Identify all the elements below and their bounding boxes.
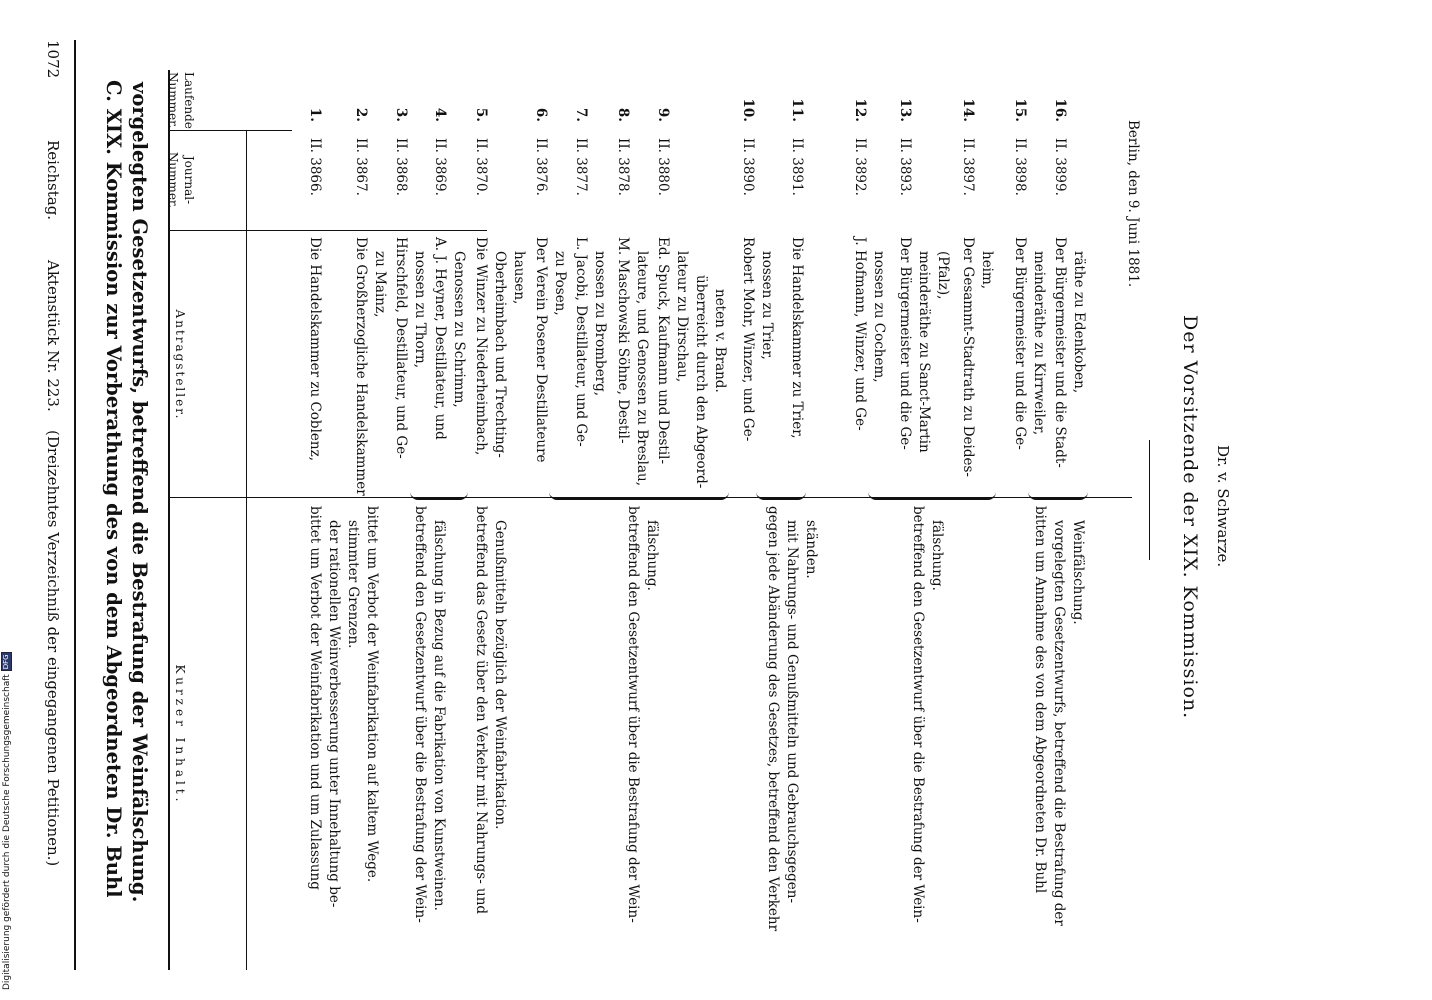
credit-line [0, 600, 14, 990]
row-1-lfd: 1. [307, 107, 323, 122]
col-head-journal-1: Journal- [182, 155, 196, 205]
row-5-petitioner-line3: hausen, [511, 251, 527, 305]
content-8-line2: vorgelegten Gesetzentwurfs, betreffend die Bestrafung der [1051, 520, 1067, 926]
row-9-lfd: 9. [655, 107, 671, 122]
row-14-journal: II. 3897. [960, 138, 976, 196]
row-6-petitioner-line2: zu Posen, [552, 251, 568, 316]
row-16-lfd: 16. [1052, 98, 1068, 122]
row-2-petitioner-line1: Die Großherzogliche Handelskammer [353, 237, 369, 496]
row-11-journal: II. 3891. [789, 138, 805, 196]
header-rule [74, 40, 76, 970]
row-9-petitioner-line3: überreicht durch den Abgeord- [693, 275, 709, 489]
content-1-line2: der rationellen Weinverbesserung unter Innehaltung be- [326, 520, 342, 908]
row-16-petitioner-line2: räthe zu Edenkoben, [1071, 251, 1087, 394]
row-9-petitioner-line2: lateur zu Dirschau, [674, 251, 690, 383]
row-10-lfd: 10. [740, 98, 756, 122]
running-head-document: Aktenstück Nr. 223. [44, 260, 62, 412]
content-6-line2: mit Nahrungs- und Genußmitteln und Gebrauchsgegen- [784, 520, 800, 904]
row-13-petitioner-line1: Der Bürgermeister und die Ge- [897, 237, 913, 450]
col-head-petitioner: Antragsteller. [173, 309, 187, 421]
content-6-line3: ständen. [803, 520, 819, 579]
row-6-petitioner-line1: Der Verein Posener Destillateure [533, 237, 549, 463]
row-16-petitioner-line1: Der Bürgermeister und die Stadt- [1052, 237, 1068, 468]
row-1-petitioner-line1: Die Handelskammer zu Coblenz, [307, 237, 323, 461]
row-6-lfd: 6. [533, 107, 549, 122]
dfg-logo: DFG [2, 654, 10, 670]
row-4-journal: II. 3869. [432, 138, 448, 196]
row-13-petitioner-line3: (Pfalz), [935, 251, 951, 300]
content-8-line1: bitten um Annahme des von dem Abgeordneten Dr. Buhl [1032, 506, 1048, 894]
col-head-content: Kurzer Inhalt. [173, 664, 187, 806]
row-13-lfd: 13. [897, 98, 913, 122]
content-6-line1: gegen jede Abänderung des Gesetzes, betreffend den Verkehr [765, 506, 781, 932]
row-9-journal: II. 3880. [655, 138, 671, 196]
row-5-lfd: 5. [473, 107, 489, 122]
row-3-journal: II. 3868. [393, 138, 409, 196]
row-12-petitioner-line2: nossen zu Cochem, [871, 251, 887, 383]
brace-rows-10-11 [756, 488, 806, 500]
row-14-petitioner-line2: heim, [979, 251, 995, 290]
row-7-petitioner-line2: nossen zu Bromberg, [592, 251, 608, 397]
content-7-line2: fälschung. [929, 520, 945, 591]
credit-text: Digitalisierung gefördert durch die Deutsche Forschungsgemeinschaft [2, 674, 12, 990]
row-8-petitioner-line2: lateure, und Genossen zu Breslau, [634, 251, 650, 486]
row-5-petitioner-line2: Oberheimbach und Trechting- [492, 251, 508, 458]
row-3-petitioner-line2: nossen zu Thorn, [412, 251, 428, 369]
brace-rows-15-16 [1028, 488, 1088, 500]
column-divider-lfd [170, 130, 292, 131]
running-head-parliament: Reichstag. [44, 140, 62, 221]
row-11-lfd: 11. [789, 98, 805, 122]
content-5-line2: fälschung. [644, 520, 660, 591]
running-head-section: (Dreizehntes Verzeichniß der eingegangenen Petitionen.) [44, 430, 62, 867]
row-8-lfd: 8. [615, 107, 631, 122]
row-4-petitioner-line1: A. J. Heyner, Destillateur, und [432, 237, 448, 440]
row-13-petitioner-line2: meinderäthe zu Sanct-Martin [916, 251, 932, 453]
row-10-journal: II. 3890. [740, 138, 756, 196]
row-2-lfd: 2. [353, 107, 369, 122]
row-8-journal: II. 3878. [615, 138, 631, 196]
row-10-petitioner-line2: nossen zu Trier, [759, 251, 775, 360]
col-head-lfd-2: Nummer. [166, 72, 180, 129]
content-8-line3: Weinfälschung. [1070, 520, 1086, 625]
row-3-petitioner-line1: Hirschfeld, Destillateur, und Ge- [393, 237, 409, 459]
signature-rule [1149, 440, 1150, 560]
content-1-line1: bittet um Verbot der Weinfabrikation und um Zulassung [307, 506, 323, 890]
row-12-petitioner-line1: J. Hofmann, Winzer, und Ge- [852, 237, 868, 431]
row-3-lfd: 3. [393, 107, 409, 122]
brace-rows-12-14 [868, 488, 996, 500]
brace-rows-3-4 [410, 488, 468, 500]
row-1-journal: II. 3866. [307, 138, 323, 196]
row-9-petitioner-line4: neten v. Brand. [712, 289, 728, 393]
row-15-lfd: 15. [1012, 98, 1028, 122]
row-11-petitioner-line1: Die Handelskammer zu Trier, [789, 237, 805, 439]
row-12-journal: II. 3892. [852, 138, 868, 196]
digitization-credit [0, 600, 14, 1000]
row-7-petitioner-line1: L. Jacobi, Destillateur, und Ge- [573, 237, 589, 447]
row-15-petitioner-line1: Der Bürgermeister und die Ge- [1012, 237, 1028, 450]
content-7-line1: betreffend den Gesetzentwurf über die Bestrafung der Wein- [910, 506, 926, 923]
row-7-lfd: 7. [573, 107, 589, 122]
row-10-petitioner-line1: Robert Mohr, Winzer, und Ge- [740, 237, 756, 442]
signature-name: Dr. v. Schwarze. [1214, 445, 1232, 568]
col-head-journal-2: Nummer. [166, 151, 180, 209]
row-8-petitioner-line1: M. Maschowski Söhne, Destil- [615, 237, 631, 444]
content-4-line2: Genußmitteln bezüglich der Weinfabrikation. [492, 520, 508, 830]
page-number: 1072 [44, 40, 62, 79]
col-head-lfd-1: Laufende [182, 72, 196, 129]
row-16-journal: II. 3899. [1052, 138, 1068, 196]
row-5-petitioner-line1: Die Winzer zu Niederheimbach, [473, 237, 489, 456]
brace-rows-6-9 [549, 488, 729, 500]
row-15-petitioner-line2: meinderäthe zu Kirrweiler, [1031, 251, 1047, 436]
row-15-journal: II. 3898. [1012, 138, 1028, 196]
content-3-line1: betreffend den Gesetzentwurf über die Bestrafung der Wein- [412, 506, 428, 923]
row-5-journal: II. 3870. [473, 138, 489, 196]
commission-title-line1: C. XIX. Kommission zur Vorberathung des von dem Abgeordneten Dr. Buhl [102, 80, 125, 898]
column-divider-journal [170, 230, 487, 231]
signature-title: Der Vorsitzende der XIX. Kommission. [1179, 315, 1201, 720]
row-14-petitioner-line1: Der Gesammt-Stadtrath zu Deides- [960, 237, 976, 477]
content-3-line2: fälschung in Bezug auf die Fabrikation von Kunstweinen. [431, 520, 447, 911]
row-9-petitioner-line1: Ed. Spuck, Kaufmann und Destil- [655, 237, 671, 465]
content-5-line1: betreffend den Gesetzentwurf über die Bestrafung der Wein- [625, 506, 641, 923]
row-7-journal: II. 3877. [573, 138, 589, 196]
row-2-petitioner-line2: zu Mainz, [372, 251, 388, 318]
row-4-lfd: 4. [432, 107, 448, 122]
row-14-lfd: 14. [960, 98, 976, 122]
commission-title-line2: vorgelegten Gesetzentwurfs, betreffend die Bestrafung der Weinfälschung. [128, 82, 151, 903]
row-4-petitioner-line2: Genossen zu Schrimm, [451, 251, 467, 408]
row-12-lfd: 12. [852, 98, 868, 122]
row-13-journal: II. 3893. [897, 138, 913, 196]
date-line: Berlin, den 9. Juni 1881. [1125, 120, 1141, 288]
content-4-line1: betreffend das Gesetz über den Verkehr mit Nahrungs- und [473, 506, 489, 915]
table-header-rule [246, 130, 247, 970]
content-2-line1: bittet um Verbot der Weinfabrikation auf kaltem Wege. [364, 506, 380, 883]
row-6-journal: II. 3876. [533, 138, 549, 196]
content-1-line3: stimmter Grenzen. [345, 520, 361, 649]
row-2-journal: II. 3867. [353, 138, 369, 196]
